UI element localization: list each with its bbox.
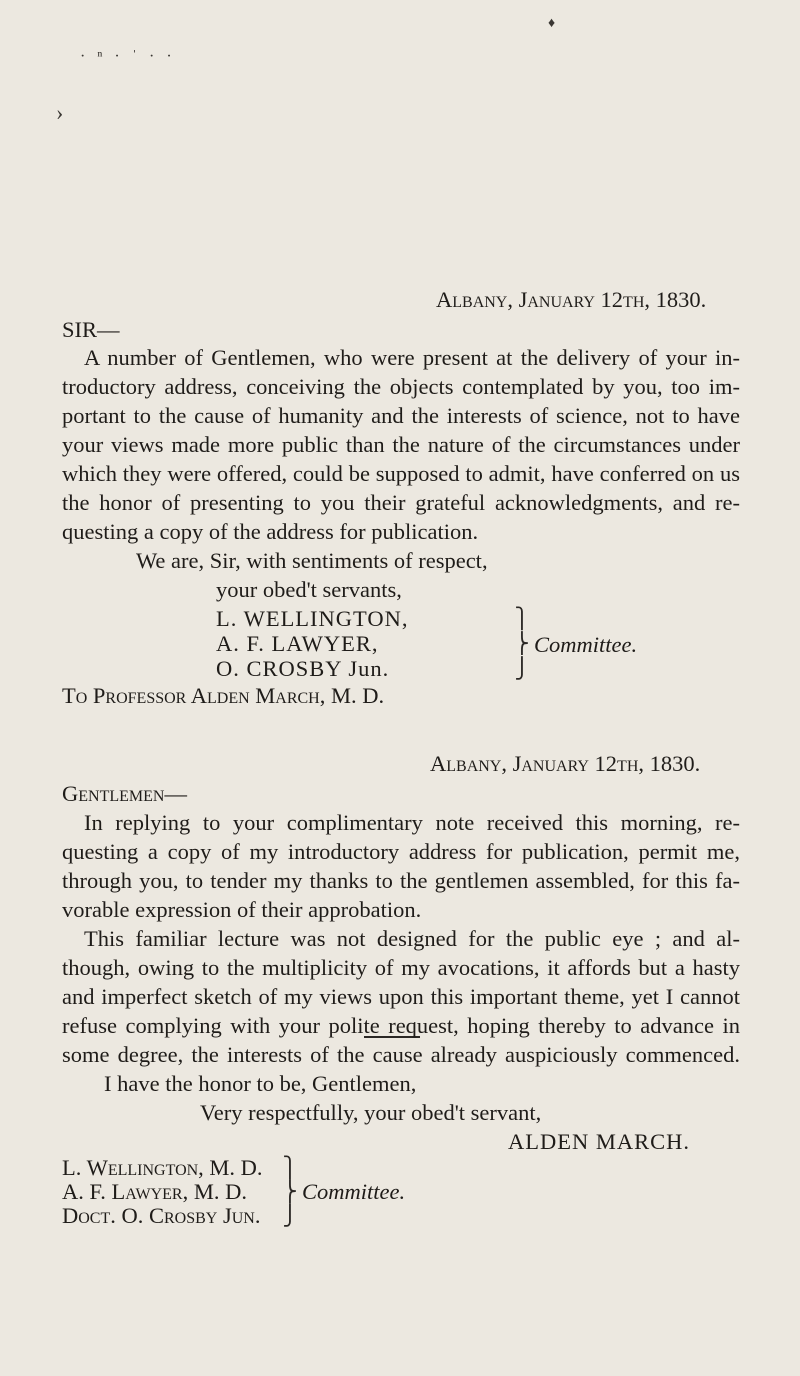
body-line: through you, to tender my thanks to the gentlemen assembled, for this fa- <box>62 868 740 893</box>
salutation-2: Gentlemen— <box>62 781 187 806</box>
body-line: This familiar lecture was not designed for the public eye ; and al- <box>84 926 740 951</box>
committee-label-2: Committee. <box>302 1179 406 1204</box>
signatory-wellington: L. WELLINGTON, <box>216 606 409 631</box>
signatory-lawyer: A. F. LAWYER, <box>216 631 379 656</box>
body-line: questing a copy of the address for publication. <box>62 519 479 544</box>
body-line: some degree, the interests of the cause already auspiciously commenced. <box>62 1042 740 1067</box>
body-line: In replying to your complimentary note received this morning, re- <box>84 810 740 835</box>
addressee-lawyer: A. F. Lawyer, M. D. <box>62 1179 247 1204</box>
brace-bottom: ⎭ <box>282 1205 298 1227</box>
body-line: portant to the cause of humanity and the interests of science, not to have <box>62 403 740 428</box>
dateline-1: Albany, January 12th, 1830. <box>436 287 707 312</box>
signatory-crosby: O. CROSBY Jun. <box>216 656 390 681</box>
brace-middle: ⎬ <box>282 1181 298 1203</box>
ink-speck-top: ♦ <box>548 16 556 31</box>
brace-top: ⎫ <box>514 608 530 630</box>
body-line: the honor of presenting to you their grateful acknowledgments, and re- <box>62 490 740 515</box>
closing-line: I have the honor to be, Gentlemen, <box>104 1071 417 1096</box>
brace-bottom: ⎭ <box>514 658 530 680</box>
brace-top: ⎫ <box>282 1157 298 1179</box>
body-line: your views made more public than the nature of the circumstances under <box>62 432 740 457</box>
body-line: questing a copy of my introductory address for publication, permit me, <box>62 839 740 864</box>
salutation-1: SIR— <box>62 317 120 342</box>
closing-line: Very respectfully, your obed't servant, <box>200 1100 542 1125</box>
body-line: vorable expression of their approbation. <box>62 897 422 922</box>
dateline-2: Albany, January 12th, 1830. <box>430 751 701 776</box>
body-line: refuse complying with your polite request, hoping thereby to advance in <box>62 1013 740 1038</box>
body-line: A number of Gentlemen, who were present at the delivery of your in- <box>84 345 740 370</box>
brace-middle: ⎬ <box>514 633 530 655</box>
closing-line: your obed't servants, <box>216 577 402 602</box>
closing-line: We are, Sir, with sentiments of respect, <box>136 548 488 573</box>
body-line: and imperfect sketch of my views upon this important theme, yet I cannot <box>62 984 740 1009</box>
signature-alden-march: ALDEN MARCH. <box>508 1129 691 1154</box>
ink-mark-left: › <box>56 100 64 125</box>
committee-label-1: Committee. <box>534 632 638 657</box>
body-line: though, owing to the multiplicity of my avocations, it affords but a hasty <box>62 955 740 980</box>
addressee-crosby: Doct. O. Crosby Jun. <box>62 1203 261 1228</box>
body-line: which they were offered, could be supposed to admit, have conferred on us <box>62 461 740 486</box>
addressee-1: To Professor Alden March, M. D. <box>62 683 385 708</box>
addressee-wellington: L. Wellington, M. D. <box>62 1155 263 1180</box>
body-line: troductory address, conceiving the objects contemplated by you, too im- <box>62 374 740 399</box>
ink-specks: · ⁿ · ˈ · · <box>80 48 176 65</box>
